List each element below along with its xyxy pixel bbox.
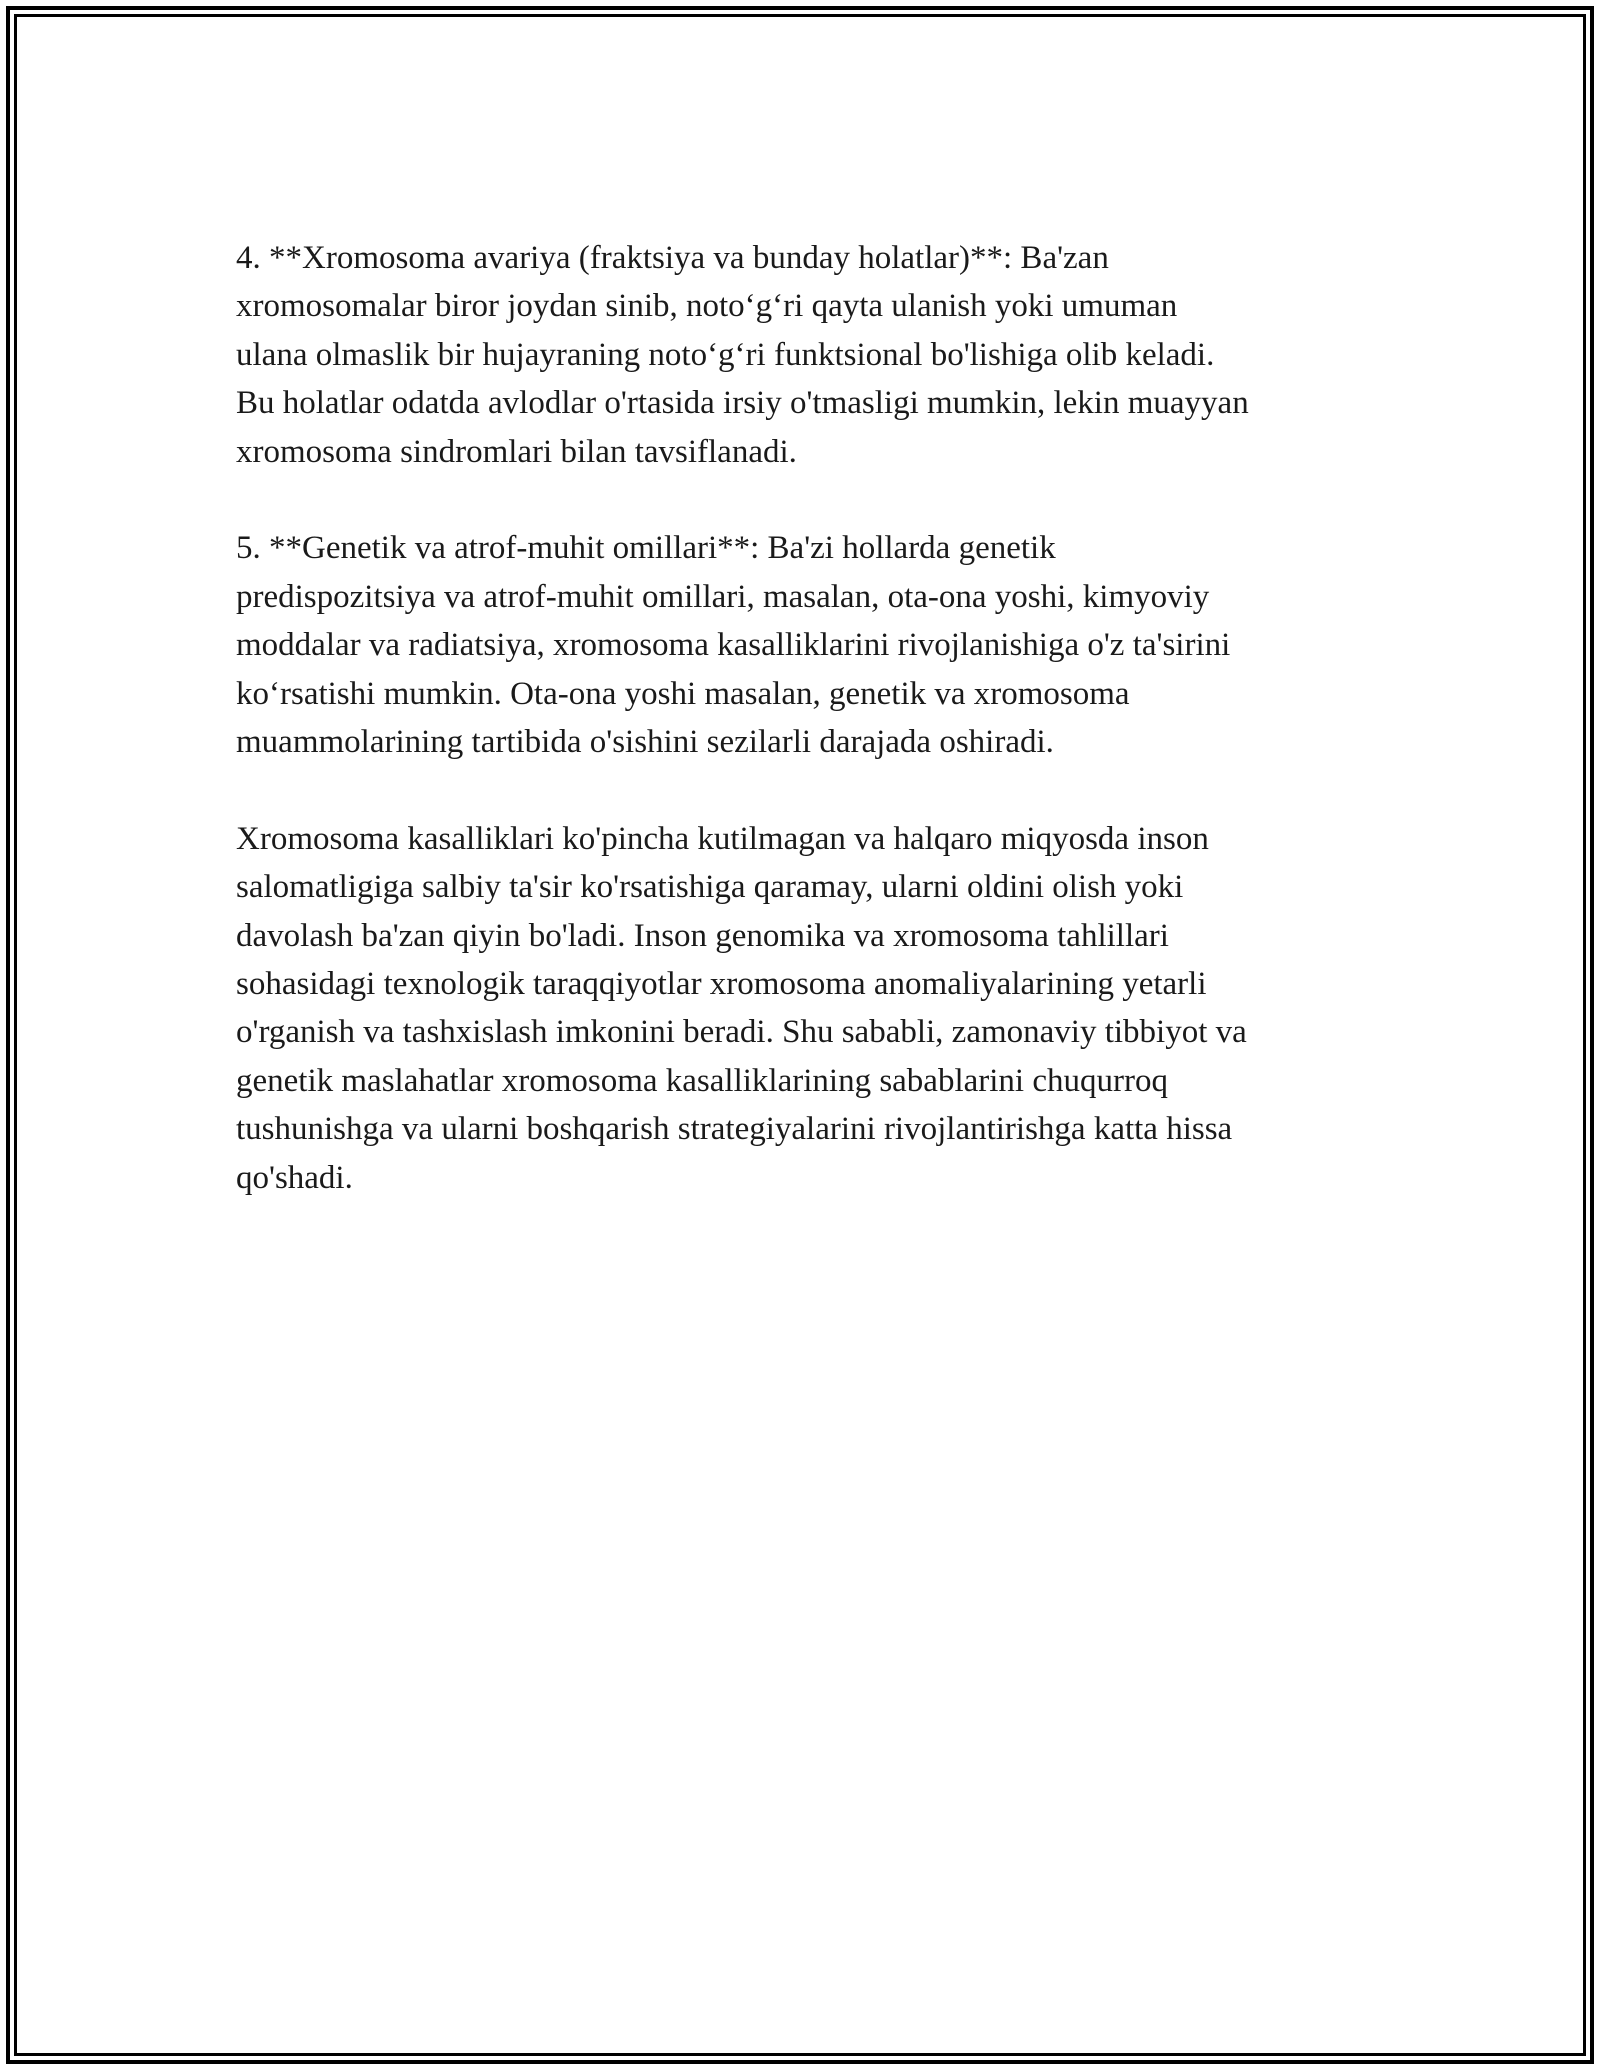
- document-body: [236, 234, 1376, 1202]
- paragraph-item-5-genetic-environmental-factors: 5. **Genetik va atrof-muhit omillari**: Ba'zi hollarda genetik predispozitsiya va atrof-muhit omillari, masalan, ota-ona yoshi, kimyoviy moddalar va radiatsiya, xromosoma kasalliklarini rivojlanishiga o'z ta'sirini ko‘rsatishi mumkin. Ota-ona yoshi masalan, genetik va xromosoma muammolarining tartibida o'sishini sezilarli darajada oshiradi.: [236, 530, 1231, 761]
- paragraph-item-4-chromosome-breakage: 4. **Xromosoma avariya (fraktsiya va bunday holatlar)**: Ba'zan xromosomalar biror joydan sinib, noto‘g‘ri qayta ulanish yoki umuman ulana olmaslik bir hujayraning noto‘g‘ri funktsional bo'lishiga olib keladi. Bu holatlar odatda avlodlar o'rtasida irsiy o'tmasligi mumkin, lekin muayyan xromosoma sindromlari bilan tavsiflanadi.: [236, 240, 1249, 470]
- paragraph-conclusion: Xromosoma kasalliklari ko'pincha kutilmagan va halqaro miqyosda inson salomatligiga salbiy ta'sir ko'rsatishiga qaramay, ularni oldini olish yoki davolash ba'zan qiyin bo'ladi. Inson genomika va xromosoma tahlillari sohasidagi texnologik taraqqiyotlar xromosoma anomaliyalarining yetarli o'rganish va tashxislash imkonini beradi. Shu sababli, zamonaviy tibbiyot va genetik maslahatlar xromosoma kasalliklarining sabablarini chuqurroq tushunishga va ularni boshqarish strategiyalarini rivojlantirishga katta hissa qo'shadi.: [236, 820, 1247, 1196]
